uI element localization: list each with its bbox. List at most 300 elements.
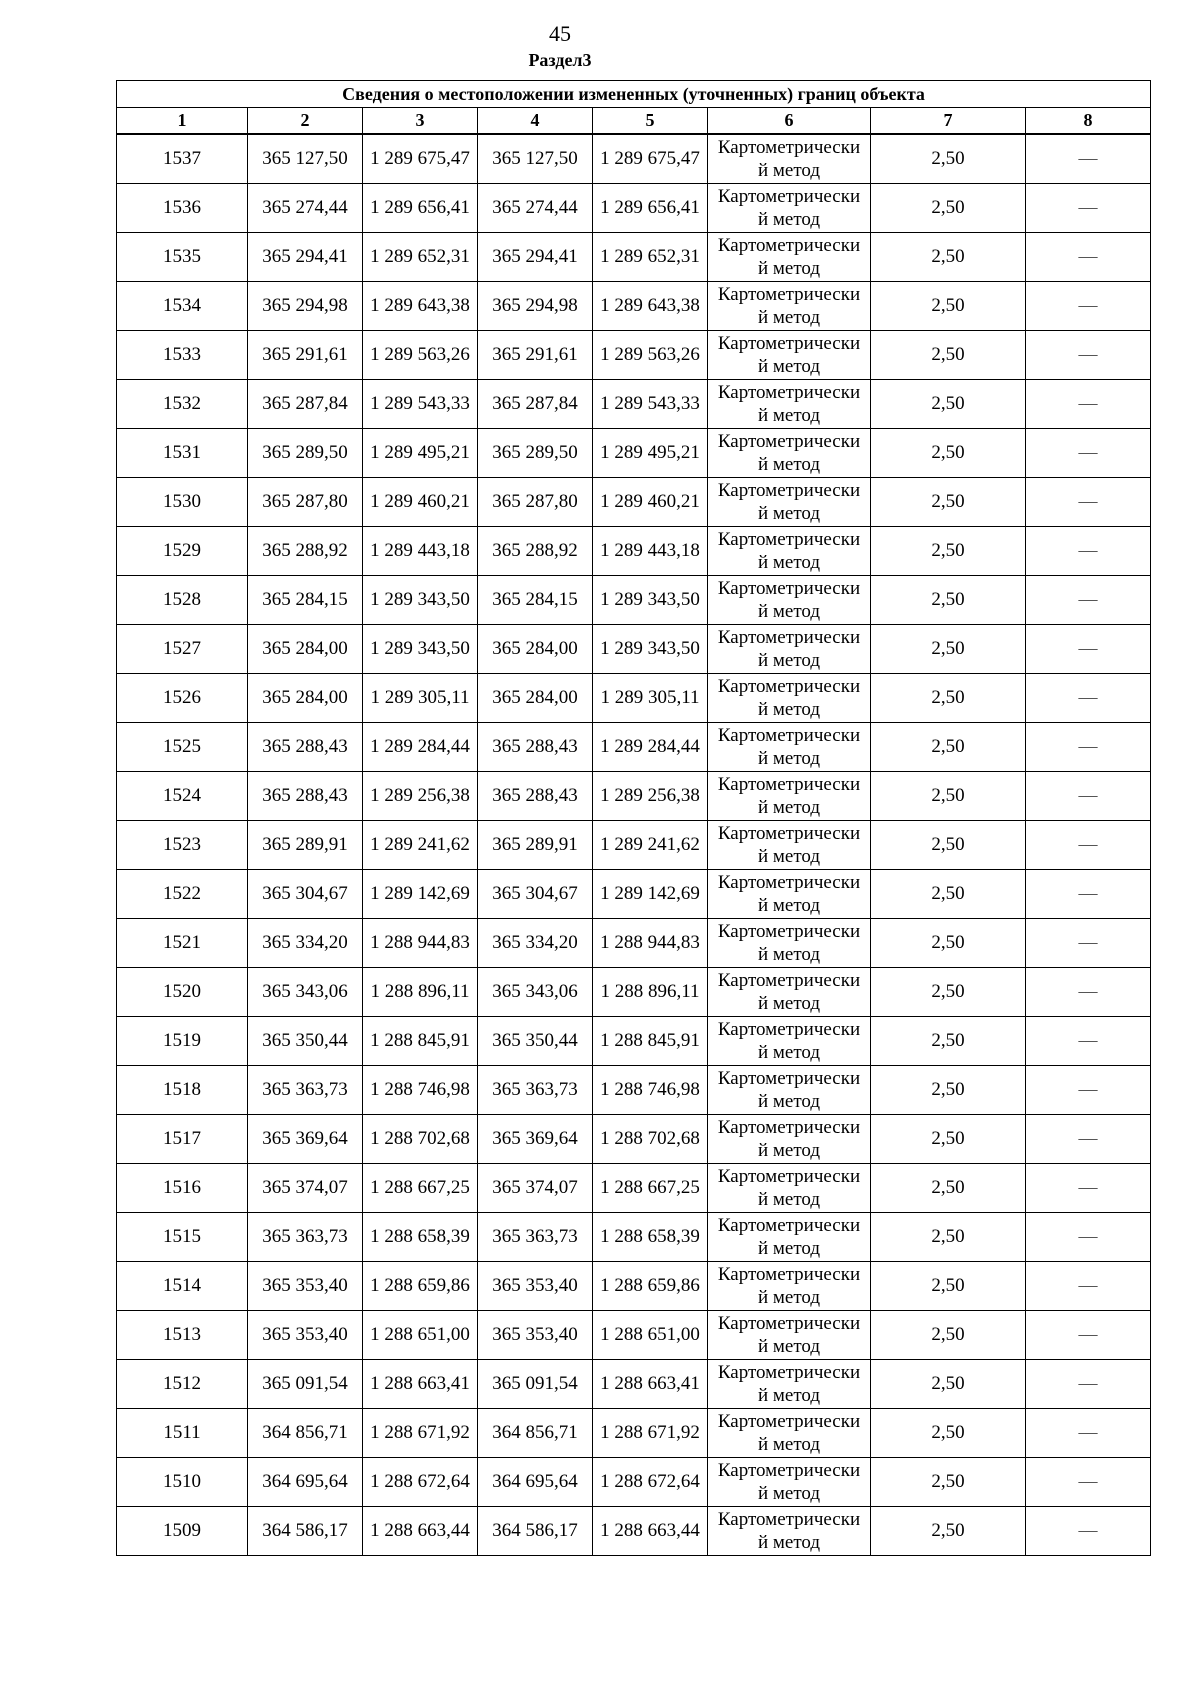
method-cell	[708, 1311, 871, 1360]
x-old-cell: 365 287,80	[248, 478, 363, 527]
accuracy-cell: 2,50	[871, 1458, 1026, 1507]
accuracy-cell: 2,50	[871, 1507, 1026, 1556]
note-cell: —	[1026, 919, 1151, 968]
note-cell: —	[1026, 184, 1151, 233]
y-new-cell: 1 288 746,98	[593, 1066, 708, 1115]
table-header	[117, 81, 1151, 135]
x-old-cell: 365 284,00	[248, 625, 363, 674]
y-old-cell: 1 288 659,86	[363, 1262, 478, 1311]
x-new-cell: 365 363,73	[478, 1066, 593, 1115]
note-cell: —	[1026, 1115, 1151, 1164]
point-number-cell: 1532	[117, 380, 248, 429]
note-cell: —	[1026, 1311, 1151, 1360]
method-text: Картометрически	[717, 725, 861, 746]
x-old-cell: 365 350,44	[248, 1017, 363, 1066]
x-new-cell: 365 289,91	[478, 821, 593, 870]
note-cell: —	[1026, 134, 1151, 184]
method-text: Картометрически	[717, 529, 861, 550]
point-number-cell: 1524	[117, 772, 248, 821]
y-old-cell: 1 288 671,92	[363, 1409, 478, 1458]
table-row	[117, 576, 1151, 625]
method-text: й метод	[757, 1483, 821, 1504]
column-number-row	[117, 108, 1151, 135]
x-new-cell: 365 343,06	[478, 968, 593, 1017]
accuracy-cell: 2,50	[871, 331, 1026, 380]
y-new-cell: 1 288 659,86	[593, 1262, 708, 1311]
y-old-cell: 1 288 663,44	[363, 1507, 478, 1556]
point-number-cell: 1522	[117, 870, 248, 919]
accuracy-cell: 2,50	[871, 1311, 1026, 1360]
method-text: Картометрически	[717, 627, 861, 648]
table-row	[117, 184, 1151, 233]
x-new-cell: 365 284,15	[478, 576, 593, 625]
point-number-cell: 1512	[117, 1360, 248, 1409]
y-old-cell: 1 289 675,47	[363, 134, 478, 184]
y-new-cell: 1 289 284,44	[593, 723, 708, 772]
method-text: й метод	[757, 258, 821, 279]
method-text: Картометрически	[717, 774, 861, 795]
method-text: Картометрически	[717, 1460, 861, 1481]
table-row	[117, 1164, 1151, 1213]
note-cell: —	[1026, 1360, 1151, 1409]
method-text: й метод	[757, 1532, 821, 1553]
x-new-cell: 365 369,64	[478, 1115, 593, 1164]
method-text: й метод	[757, 748, 821, 769]
method-cell	[708, 1066, 871, 1115]
method-cell	[708, 1164, 871, 1213]
x-old-cell: 365 284,15	[248, 576, 363, 625]
accuracy-cell: 2,50	[871, 919, 1026, 968]
x-new-cell: 365 287,84	[478, 380, 593, 429]
table-row	[117, 625, 1151, 674]
y-old-cell: 1 289 652,31	[363, 233, 478, 282]
note-cell: —	[1026, 1164, 1151, 1213]
method-text: й метод	[757, 846, 821, 867]
method-cell	[708, 1360, 871, 1409]
accuracy-cell: 2,50	[871, 1213, 1026, 1262]
y-new-cell: 1 289 241,62	[593, 821, 708, 870]
note-cell: —	[1026, 723, 1151, 772]
note-cell: —	[1026, 1066, 1151, 1115]
method-cell	[708, 723, 871, 772]
y-old-cell: 1 288 702,68	[363, 1115, 478, 1164]
column-number-5: 5	[593, 108, 708, 135]
point-number-cell: 1517	[117, 1115, 248, 1164]
point-number-cell: 1529	[117, 527, 248, 576]
point-number-cell: 1533	[117, 331, 248, 380]
method-text: й метод	[757, 1189, 821, 1210]
y-old-cell: 1 289 241,62	[363, 821, 478, 870]
method-cell	[708, 919, 871, 968]
note-cell: —	[1026, 968, 1151, 1017]
table-row	[117, 919, 1151, 968]
coordinates-table	[116, 80, 1151, 1556]
y-old-cell: 1 288 944,83	[363, 919, 478, 968]
table-row	[117, 1066, 1151, 1115]
x-new-cell: 365 353,40	[478, 1311, 593, 1360]
point-number-cell: 1536	[117, 184, 248, 233]
method-cell	[708, 527, 871, 576]
point-number-cell: 1525	[117, 723, 248, 772]
x-old-cell: 365 363,73	[248, 1066, 363, 1115]
y-new-cell: 1 289 495,21	[593, 429, 708, 478]
method-cell	[708, 772, 871, 821]
method-cell	[708, 233, 871, 282]
x-old-cell: 365 304,67	[248, 870, 363, 919]
x-old-cell: 365 091,54	[248, 1360, 363, 1409]
method-text: й метод	[757, 209, 821, 230]
x-new-cell: 365 127,50	[478, 134, 593, 184]
table-row	[117, 674, 1151, 723]
point-number-cell: 1516	[117, 1164, 248, 1213]
method-text: Картометрически	[717, 137, 861, 158]
y-old-cell: 1 289 284,44	[363, 723, 478, 772]
method-cell	[708, 1409, 871, 1458]
method-text: Картометрически	[717, 1264, 861, 1285]
table-row	[117, 821, 1151, 870]
accuracy-cell: 2,50	[871, 478, 1026, 527]
accuracy-cell: 2,50	[871, 429, 1026, 478]
x-new-cell: 365 284,00	[478, 625, 593, 674]
y-new-cell: 1 288 944,83	[593, 919, 708, 968]
x-new-cell: 365 288,92	[478, 527, 593, 576]
accuracy-cell: 2,50	[871, 1262, 1026, 1311]
accuracy-cell: 2,50	[871, 1164, 1026, 1213]
table-body	[117, 134, 1151, 1556]
accuracy-cell: 2,50	[871, 576, 1026, 625]
x-new-cell: 364 695,64	[478, 1458, 593, 1507]
column-number-8: 8	[1026, 108, 1151, 135]
x-old-cell: 365 287,84	[248, 380, 363, 429]
point-number-cell: 1515	[117, 1213, 248, 1262]
accuracy-cell: 2,50	[871, 1066, 1026, 1115]
method-cell	[708, 331, 871, 380]
x-old-cell: 364 586,17	[248, 1507, 363, 1556]
accuracy-cell: 2,50	[871, 233, 1026, 282]
note-cell: —	[1026, 282, 1151, 331]
point-number-cell: 1518	[117, 1066, 248, 1115]
method-text: Картометрически	[717, 921, 861, 942]
section-title: Раздел3	[528, 50, 592, 70]
point-number-cell: 1528	[117, 576, 248, 625]
table-row	[117, 1115, 1151, 1164]
accuracy-cell: 2,50	[871, 723, 1026, 772]
y-old-cell: 1 288 672,64	[363, 1458, 478, 1507]
table-row	[117, 1262, 1151, 1311]
x-old-cell: 365 374,07	[248, 1164, 363, 1213]
column-number-1: 1	[117, 108, 248, 135]
method-text: Картометрически	[717, 235, 861, 256]
y-new-cell: 1 288 658,39	[593, 1213, 708, 1262]
method-text: Картометрически	[717, 1313, 861, 1334]
column-number-4: 4	[478, 108, 593, 135]
note-cell: —	[1026, 1262, 1151, 1311]
y-old-cell: 1 288 651,00	[363, 1311, 478, 1360]
x-new-cell: 364 856,71	[478, 1409, 593, 1458]
x-old-cell: 365 291,61	[248, 331, 363, 380]
y-new-cell: 1 289 652,31	[593, 233, 708, 282]
method-text: й метод	[757, 601, 821, 622]
method-cell	[708, 380, 871, 429]
point-number-cell: 1521	[117, 919, 248, 968]
method-text: Картометрически	[717, 1068, 861, 1089]
method-text: Картометрически	[717, 1362, 861, 1383]
x-new-cell: 365 287,80	[478, 478, 593, 527]
point-number-cell: 1527	[117, 625, 248, 674]
note-cell: —	[1026, 674, 1151, 723]
point-number-cell: 1510	[117, 1458, 248, 1507]
y-old-cell: 1 288 845,91	[363, 1017, 478, 1066]
y-new-cell: 1 289 343,50	[593, 625, 708, 674]
point-number-cell: 1520	[117, 968, 248, 1017]
table-row	[117, 1409, 1151, 1458]
y-old-cell: 1 289 142,69	[363, 870, 478, 919]
accuracy-cell: 2,50	[871, 134, 1026, 184]
y-old-cell: 1 288 896,11	[363, 968, 478, 1017]
x-new-cell: 364 586,17	[478, 1507, 593, 1556]
y-old-cell: 1 288 663,41	[363, 1360, 478, 1409]
method-text: й метод	[757, 1287, 821, 1308]
y-old-cell: 1 289 495,21	[363, 429, 478, 478]
y-new-cell: 1 288 702,68	[593, 1115, 708, 1164]
method-text: й метод	[757, 1238, 821, 1259]
y-new-cell: 1 289 256,38	[593, 772, 708, 821]
y-old-cell: 1 288 746,98	[363, 1066, 478, 1115]
method-text: й метод	[757, 895, 821, 916]
method-cell	[708, 1115, 871, 1164]
x-old-cell: 365 289,91	[248, 821, 363, 870]
method-cell	[708, 282, 871, 331]
method-cell	[708, 1213, 871, 1262]
table-row	[117, 380, 1151, 429]
method-text: й метод	[757, 503, 821, 524]
x-old-cell: 365 334,20	[248, 919, 363, 968]
x-new-cell: 365 284,00	[478, 674, 593, 723]
method-cell	[708, 674, 871, 723]
y-old-cell: 1 289 643,38	[363, 282, 478, 331]
y-old-cell: 1 289 443,18	[363, 527, 478, 576]
x-old-cell: 365 274,44	[248, 184, 363, 233]
x-new-cell: 365 363,73	[478, 1213, 593, 1262]
method-cell	[708, 1458, 871, 1507]
x-old-cell: 364 856,71	[248, 1409, 363, 1458]
x-new-cell: 365 288,43	[478, 723, 593, 772]
table-row	[117, 1213, 1151, 1262]
x-old-cell: 365 363,73	[248, 1213, 363, 1262]
x-new-cell: 365 091,54	[478, 1360, 593, 1409]
table-row	[117, 134, 1151, 184]
y-old-cell: 1 289 656,41	[363, 184, 478, 233]
note-cell: —	[1026, 478, 1151, 527]
page-number: 45	[549, 21, 571, 46]
y-new-cell: 1 288 845,91	[593, 1017, 708, 1066]
column-number-3: 3	[363, 108, 478, 135]
method-text: й метод	[757, 1042, 821, 1063]
method-text: Картометрически	[717, 284, 861, 305]
table-row	[117, 1360, 1151, 1409]
point-number-cell: 1531	[117, 429, 248, 478]
method-text: Картометрически	[717, 1509, 861, 1530]
table-row	[117, 429, 1151, 478]
accuracy-cell: 2,50	[871, 625, 1026, 674]
note-cell: —	[1026, 870, 1151, 919]
y-new-cell: 1 289 543,33	[593, 380, 708, 429]
column-number-2: 2	[248, 108, 363, 135]
point-number-cell: 1509	[117, 1507, 248, 1556]
y-old-cell: 1 289 460,21	[363, 478, 478, 527]
y-old-cell: 1 289 563,26	[363, 331, 478, 380]
point-number-cell: 1513	[117, 1311, 248, 1360]
y-new-cell: 1 289 656,41	[593, 184, 708, 233]
accuracy-cell: 2,50	[871, 527, 1026, 576]
accuracy-cell: 2,50	[871, 1115, 1026, 1164]
note-cell: —	[1026, 429, 1151, 478]
note-cell: —	[1026, 1409, 1151, 1458]
y-new-cell: 1 289 563,26	[593, 331, 708, 380]
y-old-cell: 1 289 343,50	[363, 576, 478, 625]
table-row	[117, 478, 1151, 527]
method-text: й метод	[757, 405, 821, 426]
y-old-cell: 1 289 256,38	[363, 772, 478, 821]
table-row	[117, 1507, 1151, 1556]
note-cell: —	[1026, 527, 1151, 576]
note-cell: —	[1026, 1213, 1151, 1262]
point-number-cell: 1534	[117, 282, 248, 331]
y-new-cell: 1 288 896,11	[593, 968, 708, 1017]
column-number-7: 7	[871, 108, 1026, 135]
y-new-cell: 1 288 672,64	[593, 1458, 708, 1507]
accuracy-cell: 2,50	[871, 1409, 1026, 1458]
table-row	[117, 282, 1151, 331]
note-cell: —	[1026, 1507, 1151, 1556]
accuracy-cell: 2,50	[871, 674, 1026, 723]
table-row	[117, 233, 1151, 282]
method-text: Картометрически	[717, 186, 861, 207]
x-old-cell: 365 353,40	[248, 1262, 363, 1311]
x-new-cell: 365 289,50	[478, 429, 593, 478]
y-old-cell: 1 289 305,11	[363, 674, 478, 723]
table-row	[117, 968, 1151, 1017]
y-new-cell: 1 288 651,00	[593, 1311, 708, 1360]
y-new-cell: 1 288 663,44	[593, 1507, 708, 1556]
point-number-cell: 1530	[117, 478, 248, 527]
method-text: й метод	[757, 454, 821, 475]
x-new-cell: 365 334,20	[478, 919, 593, 968]
x-old-cell: 365 353,40	[248, 1311, 363, 1360]
x-old-cell: 365 294,41	[248, 233, 363, 282]
table-row	[117, 772, 1151, 821]
point-number-cell: 1535	[117, 233, 248, 282]
table-row	[117, 723, 1151, 772]
x-new-cell: 365 374,07	[478, 1164, 593, 1213]
method-text: Картометрически	[717, 823, 861, 844]
point-number-cell: 1511	[117, 1409, 248, 1458]
y-old-cell: 1 288 667,25	[363, 1164, 478, 1213]
note-cell: —	[1026, 625, 1151, 674]
method-text: Картометрически	[717, 676, 861, 697]
x-new-cell: 365 350,44	[478, 1017, 593, 1066]
method-cell	[708, 968, 871, 1017]
method-text: й метод	[757, 356, 821, 377]
x-old-cell: 364 695,64	[248, 1458, 363, 1507]
y-new-cell: 1 289 142,69	[593, 870, 708, 919]
method-text: Картометрически	[717, 382, 861, 403]
accuracy-cell: 2,50	[871, 968, 1026, 1017]
method-cell	[708, 1017, 871, 1066]
x-old-cell: 365 369,64	[248, 1115, 363, 1164]
method-text: Картометрически	[717, 1019, 861, 1040]
accuracy-cell: 2,50	[871, 282, 1026, 331]
x-old-cell: 365 288,43	[248, 723, 363, 772]
x-old-cell: 365 343,06	[248, 968, 363, 1017]
y-new-cell: 1 289 343,50	[593, 576, 708, 625]
note-cell: —	[1026, 1017, 1151, 1066]
y-new-cell: 1 288 671,92	[593, 1409, 708, 1458]
method-cell	[708, 184, 871, 233]
x-old-cell: 365 289,50	[248, 429, 363, 478]
point-number-cell: 1537	[117, 134, 248, 184]
method-text: й метод	[757, 699, 821, 720]
method-text: й метод	[757, 1434, 821, 1455]
note-cell: —	[1026, 772, 1151, 821]
method-text: Картометрически	[717, 1215, 861, 1236]
x-new-cell: 365 274,44	[478, 184, 593, 233]
method-text: й метод	[757, 650, 821, 671]
note-cell: —	[1026, 576, 1151, 625]
method-text: й метод	[757, 1091, 821, 1112]
method-text: й метод	[757, 1385, 821, 1406]
table-row	[117, 1311, 1151, 1360]
y-new-cell: 1 289 443,18	[593, 527, 708, 576]
method-cell	[708, 134, 871, 184]
method-cell	[708, 821, 871, 870]
note-cell: —	[1026, 1458, 1151, 1507]
x-new-cell: 365 304,67	[478, 870, 593, 919]
note-cell: —	[1026, 331, 1151, 380]
y-new-cell: 1 289 305,11	[593, 674, 708, 723]
method-cell	[708, 1262, 871, 1311]
note-cell: —	[1026, 380, 1151, 429]
x-new-cell: 365 291,61	[478, 331, 593, 380]
y-new-cell: 1 289 675,47	[593, 134, 708, 184]
table-row	[117, 1017, 1151, 1066]
point-number-cell: 1526	[117, 674, 248, 723]
x-old-cell: 365 284,00	[248, 674, 363, 723]
method-text: й метод	[757, 993, 821, 1014]
method-cell	[708, 625, 871, 674]
table-row	[117, 527, 1151, 576]
method-text: Картометрически	[717, 578, 861, 599]
y-new-cell: 1 288 667,25	[593, 1164, 708, 1213]
x-old-cell: 365 127,50	[248, 134, 363, 184]
table-row	[117, 1458, 1151, 1507]
x-new-cell: 365 294,41	[478, 233, 593, 282]
method-text: й метод	[757, 797, 821, 818]
point-number-cell: 1514	[117, 1262, 248, 1311]
method-text: Картометрически	[717, 1166, 861, 1187]
accuracy-cell: 2,50	[871, 1360, 1026, 1409]
y-old-cell: 1 289 343,50	[363, 625, 478, 674]
x-new-cell: 365 353,40	[478, 1262, 593, 1311]
table-caption: Сведения о местоположении измененных (уточненных) границ объекта	[117, 81, 1151, 108]
method-text: й метод	[757, 160, 821, 181]
method-cell	[708, 478, 871, 527]
x-old-cell: 365 288,92	[248, 527, 363, 576]
accuracy-cell: 2,50	[871, 184, 1026, 233]
y-new-cell: 1 289 460,21	[593, 478, 708, 527]
accuracy-cell: 2,50	[871, 870, 1026, 919]
method-text: й метод	[757, 1140, 821, 1161]
